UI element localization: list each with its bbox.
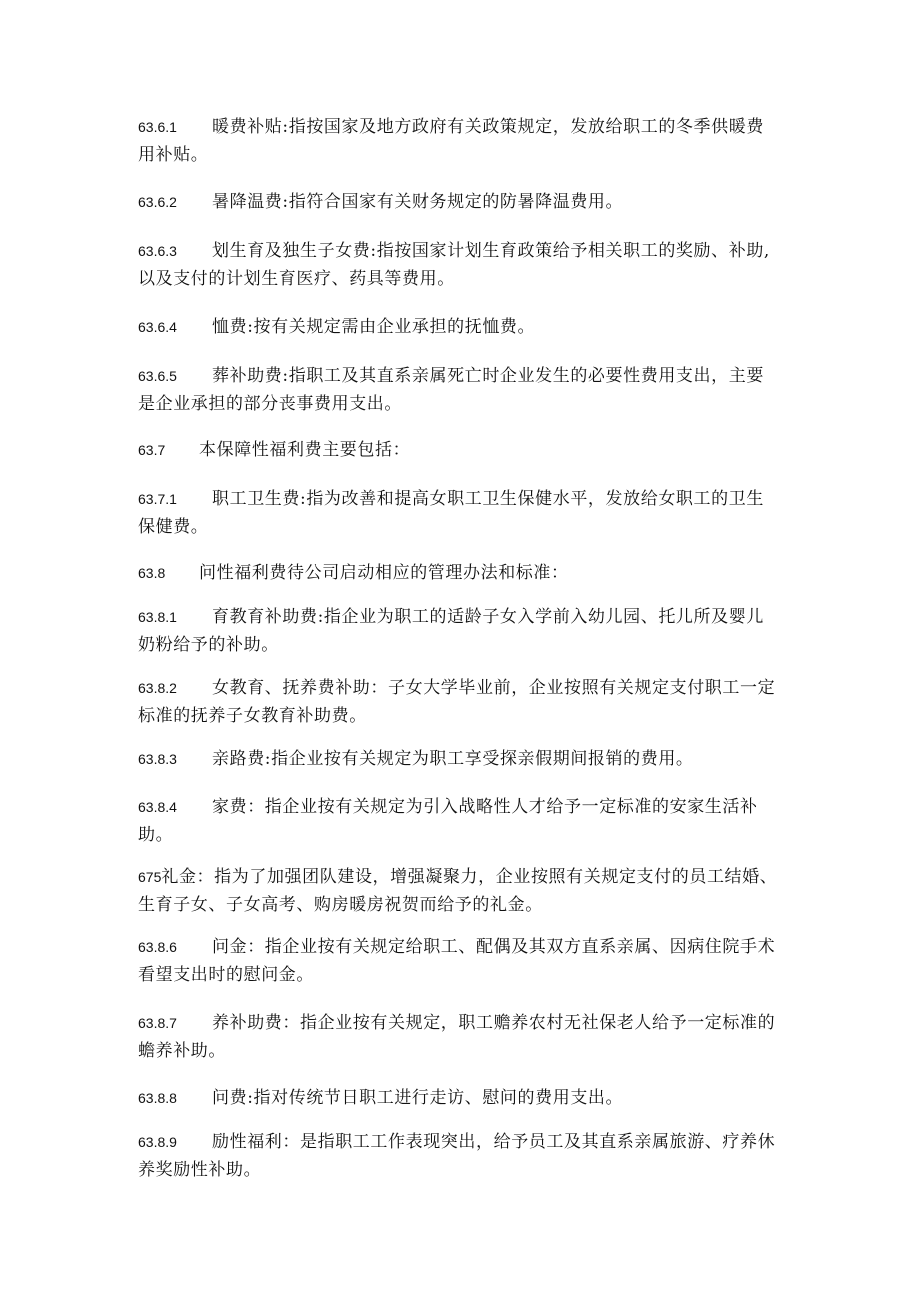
- clause-63-8-9: [138, 1128, 778, 1184]
- clause-number: 63.8.8: [138, 1090, 177, 1106]
- clause-number: 675: [138, 869, 162, 885]
- clause-63-6-5: [138, 362, 778, 418]
- clause-number: 63.7: [138, 442, 166, 458]
- clause-63-6-2: [138, 188, 778, 216]
- clause-number: 63.8.9: [138, 1134, 177, 1150]
- clause-number: 63.8.1: [138, 609, 177, 625]
- clause-number: 63.6.4: [138, 319, 177, 335]
- clause-text: 问费:指对传统节日职工进行走访、慰问的费用支出。: [212, 1088, 624, 1108]
- clause-text: 养补助费：指企业按有关规定，职工赡养农村无社保老人给予一定标准的蟾养补助。: [138, 1013, 776, 1061]
- clause-text: 职工卫生费:指为改善和提高女职工卫生保健水平，发放给女职工的卫生保健费。: [138, 489, 764, 537]
- clause-text: 育教育补助费:指企业为职工的适龄子女入学前入幼儿园、托儿所及婴儿奶粉给予的补助。: [138, 607, 764, 655]
- clause-63-8-8: [138, 1084, 778, 1112]
- clause-63-8-6: [138, 933, 778, 989]
- clause-text: 问性福利费待公司启动相应的管理办法和标准：: [199, 563, 569, 583]
- clause-number: 63.8.2: [138, 680, 177, 696]
- clause-text: 恤费:按有关规定需由企业承担的抚恤费。: [212, 317, 536, 337]
- clause-text: 暖费补贴:指按国家及地方政府有关政策规定，发放给职工的冬季供暖费用补贴。: [138, 117, 764, 165]
- clause-63-8-4: [138, 793, 778, 849]
- clause-text: 亲路费:指企业按有关规定为职工享受探亲假期间报销的费用。: [212, 749, 694, 769]
- clause-63-8-3: [138, 745, 778, 773]
- clause-text: 问金：指企业按有关规定给职工、配偶及其双方直系亲属、因病住院手术看望支出时的慰问金。: [138, 937, 776, 985]
- clause-text: 礼金：指为了加强团队建设，增强凝聚力，企业按照有关规定支付的员工结婚、生育子女、子女高考、购房暖房祝贺而给予的礼金。: [138, 867, 778, 915]
- clause-text: 家费：指企业按有关规定为引入战略性人才给予一定标准的安家生活补助。: [138, 797, 758, 845]
- clause-number: 63.7.1: [138, 491, 177, 507]
- clause-63-7-1: [138, 485, 778, 541]
- clause-text: 本保障性福利费主要包括：: [199, 440, 411, 460]
- clause-text: 划生育及独生子女费:指按国家计划生育政策给予相关职工的奖励、补助,以及支付的计划生育医疗、药具等费用。: [138, 241, 770, 289]
- clause-number: 63.8.4: [138, 799, 177, 815]
- clause-63-8-1: [138, 603, 778, 659]
- clause-63-8-2: [138, 674, 778, 730]
- clause-63-8: [138, 559, 778, 587]
- clause-number: 63.8: [138, 565, 166, 581]
- clause-text: 葬补助费:指职工及其直系亲属死亡时企业发生的必要性费用支出，主要是企业承担的部分丧事费用支出。: [138, 366, 764, 414]
- clause-text: 励性福利：是指职工工作表现突出，给予员工及其直系亲属旅游、疗养休养奖励性补助。: [138, 1132, 776, 1180]
- clause-63-8-7: [138, 1009, 778, 1065]
- clause-text: 女教育、抚养费补助：子女大学毕业前，企业按照有关规定支付职工一定标准的抚养子女教育补助费。: [138, 678, 776, 726]
- clause-63-6-3: [138, 237, 778, 293]
- clause-63-6-1: [138, 113, 778, 169]
- clause-675: [138, 863, 778, 919]
- clause-number: 63.6.1: [138, 119, 177, 135]
- clause-number: 63.6.3: [138, 243, 177, 259]
- clause-number: 63.8.7: [138, 1015, 177, 1031]
- clause-number: 63.8.6: [138, 939, 177, 955]
- clause-63-7: [138, 436, 778, 464]
- clause-63-6-4: [138, 313, 778, 341]
- clause-number: 63.6.2: [138, 194, 177, 210]
- clause-text: 暑降温费:指符合国家有关财务规定的防暑降温费用。: [212, 192, 624, 212]
- clause-number: 63.6.5: [138, 368, 177, 384]
- clause-number: 63.8.3: [138, 751, 177, 767]
